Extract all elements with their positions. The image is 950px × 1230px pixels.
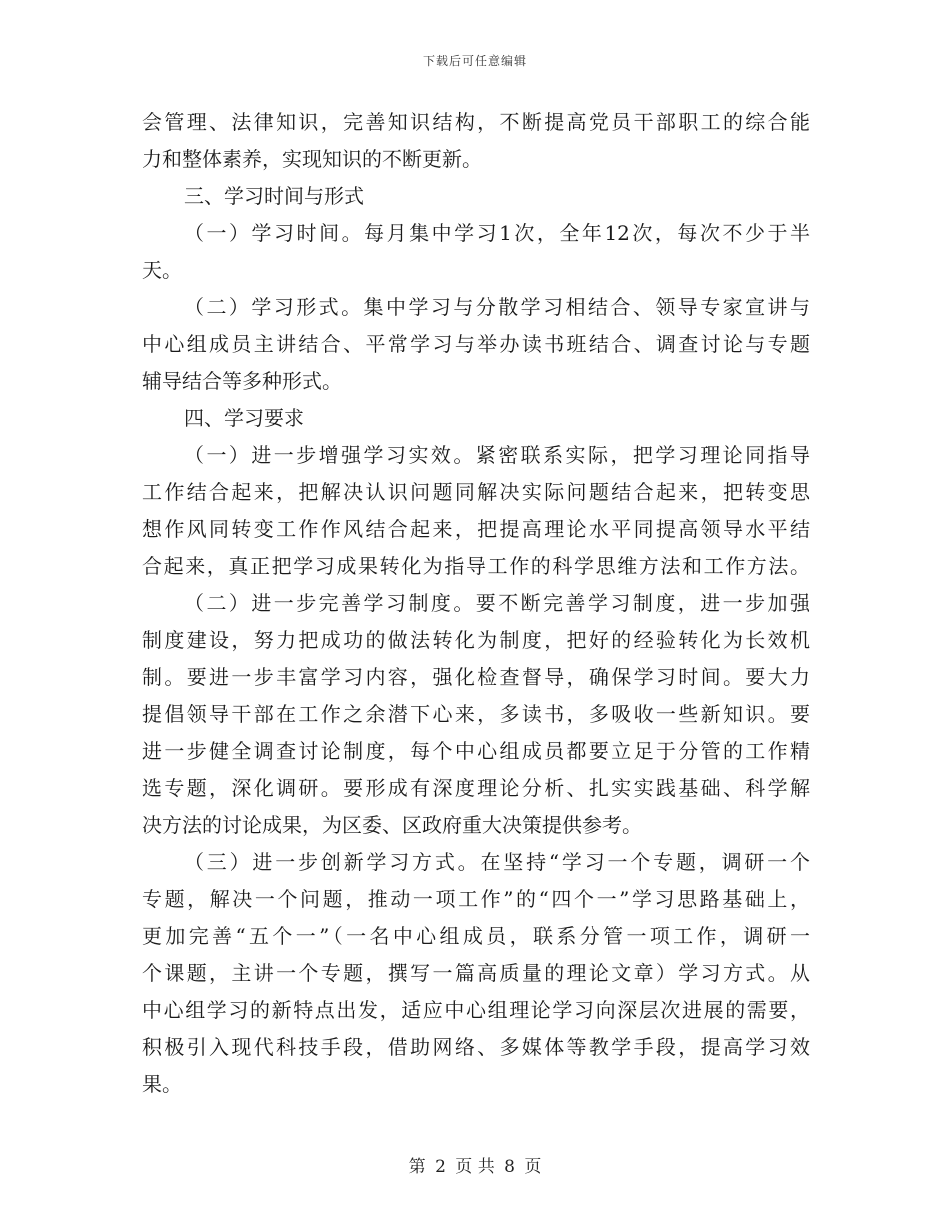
text-line: 中心组成员主讲结合、平常学习与举办读书班结合、调查讨论与专题 xyxy=(142,332,810,356)
current-page-number: 2 xyxy=(435,1157,446,1177)
text-line: 想作风同转变工作作风结合起来，把提高理论水平同提高领导水平结 xyxy=(142,517,810,541)
text-line: 专题，解决一个问题，推动一项工作”的“四个一”学习思路基础上， xyxy=(142,887,810,911)
text-line: 个课题，主讲一个专题，撰写一篇高质量的理论文章）学习方式。从 xyxy=(142,961,810,985)
document-body xyxy=(142,104,810,1103)
text-line: 力和整体素养，实现知识的不断更新。 xyxy=(142,147,482,171)
text-line: （一）进一步增强学习实效。紧密联系实际，把学习理论同指导 xyxy=(184,443,810,467)
text-line: 会管理、法律知识，完善知识结构，不断提高党员干部职工的综合能 xyxy=(142,110,810,134)
text-line: 选专题，深化调研。要形成有深度理论分析、扎实实践基础、科学解 xyxy=(142,776,810,800)
text-line: 工作结合起来，把解决认识问题同解决实际问题结合起来，把转变思 xyxy=(142,480,810,504)
text-line: 更加完善“五个一”（一名中心组成员，联系分管一项工作，调研一 xyxy=(142,924,810,948)
total-page-count: 8 xyxy=(504,1157,515,1177)
text-line: （三）进一步创新学习方式。在坚持“学习一个专题，调研一个 xyxy=(184,850,810,874)
text-line: 合起来，真正把学习成果转化为指导工作的科学思维方法和工作方法。 xyxy=(142,554,810,578)
text-line: （一）学习时间。每月集中学习1次，全年12次，每次不少于半 xyxy=(184,221,810,245)
text-line: 进一步健全调查讨论制度，每个中心组成员都要立足于分管的工作精 xyxy=(142,739,810,763)
page-header: 下载后可任意编辑 xyxy=(422,54,527,68)
text-line: 中心组学习的新特点出发，适应中心组理论学习向深层次进展的需要， xyxy=(142,998,810,1022)
text-line: （二）学习形式。集中学习与分散学习相结合、领导专家宣讲与 xyxy=(184,295,810,319)
section-heading: 四、学习要求 xyxy=(184,406,304,430)
text-line: 决方法的讨论成果，为区委、区政府重大决策提供参考。 xyxy=(142,813,642,837)
text-line: 积极引入现代科技手段，借助网络、多媒体等教学手段，提高学习效 xyxy=(142,1035,810,1059)
text-line: 制。要进一步丰富学习内容，强化检查督导，确保学习时间。要大力 xyxy=(142,665,810,689)
footer-middle: 页 共 xyxy=(455,1157,495,1177)
text-line: 制度建设，努力把成功的做法转化为制度，把好的经验转化为长效机 xyxy=(142,628,810,652)
page-number-footer xyxy=(0,1152,950,1177)
text-line: 辅导结合等多种形式。 xyxy=(142,369,342,393)
footer-suffix: 页 xyxy=(524,1157,542,1177)
footer-prefix: 第 xyxy=(408,1157,426,1177)
text-line: （二）进一步完善学习制度。要不断完善学习制度，进一步加强 xyxy=(184,591,810,615)
text-line: 天。 xyxy=(142,258,182,282)
text-line: 果。 xyxy=(142,1072,182,1096)
text-line: 提倡领导干部在工作之余潜下心来，多读书，多吸收一些新知识。要 xyxy=(142,702,810,726)
section-heading: 三、学习时间与形式 xyxy=(184,184,364,208)
